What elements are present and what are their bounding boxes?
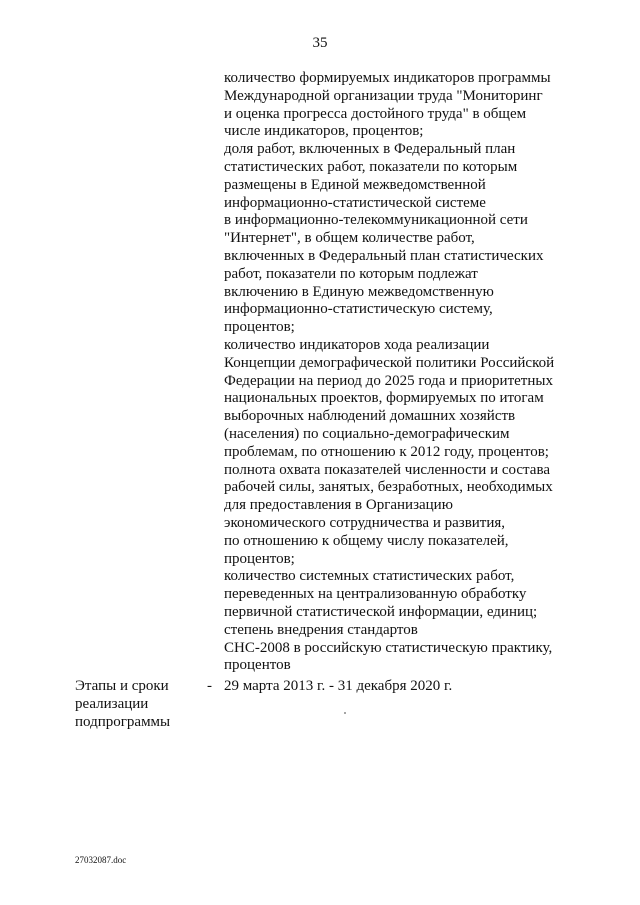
stages-label-line: Этапы и сроки — [75, 678, 169, 694]
indicator-line: количество формируемых индикаторов программы — [224, 70, 551, 86]
indicator-line: размещены в Единой межведомственной — [224, 176, 486, 193]
stages-label-line: подпрограммы — [75, 713, 171, 730]
indicator-line: для предоставления в Организацию — [224, 497, 453, 514]
stages-label — [75, 678, 205, 731]
indicator-line: статистических работ, показатели по которым — [224, 158, 518, 175]
indicator-line: Федерации на период до 2025 года и приоритетных — [224, 372, 553, 389]
indicator-line: информационно-статистическую систему, — [224, 301, 493, 318]
indicator-line: включенных в Федеральный план статистических — [224, 247, 544, 264]
indicator-line: экономического сотрудничества и развития, — [224, 514, 506, 531]
indicator-line: Международной организации труда "Мониторинг — [224, 87, 543, 104]
indicator-line: работ, показатели по которым подлежат — [224, 265, 478, 282]
indicator-line: информационно-статистической системе — [224, 194, 486, 211]
indicator-line: переведенных на централизованную обработку — [224, 586, 527, 603]
indicator-line: по отношению к общему числу показателей, — [224, 532, 509, 549]
indicator-line: и оценка прогресса достойного труда" в общем — [224, 105, 527, 122]
indicator-line: степень внедрения стандартов — [224, 621, 418, 638]
indicators-text-block — [224, 70, 624, 675]
stages-label-line: реализации — [75, 695, 149, 712]
indicator-line: процентов; — [224, 319, 295, 336]
indicator-line: СНС-2008 в российскую статистическую практику, — [224, 639, 553, 656]
indicator-line: включению в Единую межведомственную — [224, 283, 494, 300]
indicator-line: доля работ, включенных в Федеральный план — [224, 141, 516, 158]
stages-dash: - — [207, 678, 212, 694]
document-id: 27032087.doc — [75, 855, 127, 865]
indicator-line: "Интернет", в общем количестве работ, — [224, 230, 475, 247]
indicator-line: количество индикаторов хода реализации — [224, 336, 490, 353]
indicator-line: полнота охвата показателей численности и состава — [224, 461, 550, 478]
indicator-line: числе индикаторов, процентов; — [224, 123, 424, 140]
indicator-line: процентов; — [224, 550, 295, 567]
indicator-line: национальных проектов, формируемых по итогам — [224, 390, 544, 407]
indicator-line: Концепции демографической политики Российской — [224, 354, 555, 371]
indicator-line: рабочей силы, занятых, безработных, необходимых — [224, 479, 553, 496]
indicator-line: (населения) по социально-демографическим — [224, 425, 510, 442]
scan-speck — [344, 712, 346, 714]
indicator-line: процентов — [224, 657, 291, 674]
indicator-line: в информационно-телекоммуникационной сети — [224, 212, 528, 229]
indicator-line: проблемам, по отношению к 2012 году, процентов; — [224, 443, 549, 460]
stages-value: 29 марта 2013 г. - 31 декабря 2020 г. — [224, 678, 453, 694]
indicator-line: выборочных наблюдений домашних хозяйств — [224, 408, 516, 425]
indicator-line: количество системных статистических работ, — [224, 568, 515, 585]
page-number: 35 — [312, 35, 328, 51]
indicator-line: первичной статистической информации, единиц; — [224, 603, 538, 620]
